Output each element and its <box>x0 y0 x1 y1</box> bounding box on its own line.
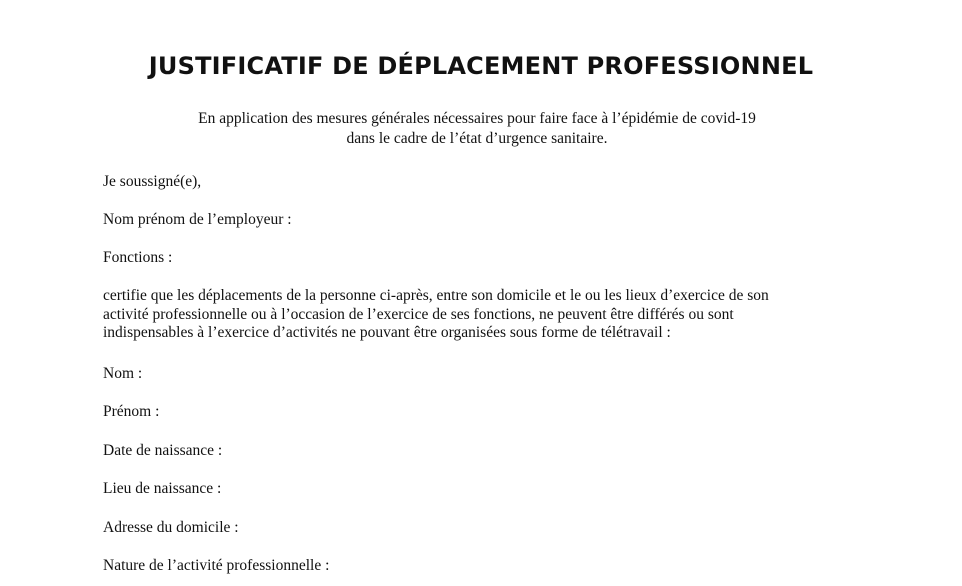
certification-line-2: activité professionnelle ou à l’occasion de l’exercice de ses fonctions, ne peuvent être différés ou sont <box>103 305 734 323</box>
first-name-label: Prénom : <box>103 403 160 420</box>
employer-name-label: Nom prénom de l’employeur : <box>103 211 292 228</box>
subtitle-line-1: En application des mesures générales nécessaires pour faire face à l’épidémie de covid-19 <box>198 110 756 127</box>
undersigned-text: Je soussigné(e), <box>103 173 202 190</box>
last-name-label: Nom : <box>103 365 143 382</box>
certification-line-3: indispensables à l’exercice d’activités ne pouvant être organisées sous forme de télétravail : <box>103 324 671 341</box>
certification-paragraph <box>103 287 863 343</box>
document-title: JUSTIFICATIF DE DÉPLACEMENT PROFESSIONNEL <box>148 52 814 80</box>
functions-label: Fonctions : <box>103 249 173 266</box>
activity-label: Nature de l’activité professionnelle : <box>103 557 330 574</box>
birth-place-label: Lieu de naissance : <box>103 480 222 497</box>
subtitle-line-2: dans le cadre de l’état d’urgence sanitaire. <box>346 130 608 147</box>
birth-date-label: Date de naissance : <box>103 442 223 459</box>
certification-line-1: certifie que les déplacements de la personne ci-après, entre son domicile et le ou les lieux d’exercice de son <box>103 287 769 304</box>
home-address-label: Adresse du domicile : <box>103 519 239 536</box>
